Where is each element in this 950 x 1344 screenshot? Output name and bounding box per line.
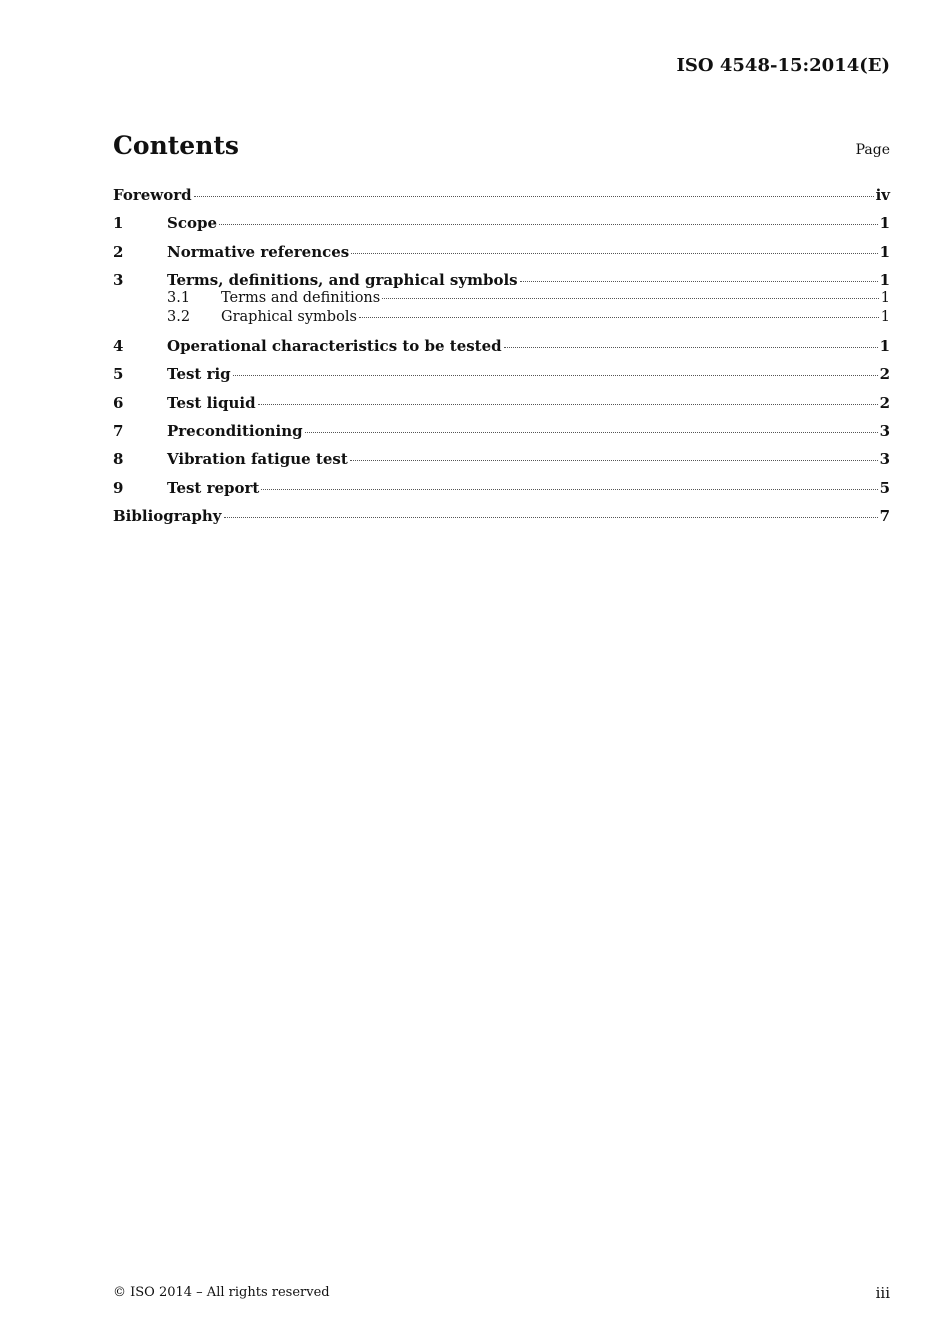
toc-entry-title: Preconditioning [167,422,303,441]
toc-entry-title: Bibliography [113,506,222,525]
toc-leader [258,404,878,405]
toc-entry-page: 1 [879,337,890,356]
toc-entry-bibliography[interactable] [113,507,890,526]
toc-leader [224,517,878,518]
toc-entry-number: 2 [113,242,124,261]
toc-entry-number: 4 [113,337,124,356]
toc-entry-page: 3 [879,422,890,441]
toc-entry-test-report[interactable] [113,479,890,498]
toc-entry-title: Vibration fatigue test [167,450,348,469]
toc-entry-foreword[interactable] [113,186,890,205]
toc-entry-number: 1 [113,214,124,233]
toc-subentry-graphical-symbols[interactable] [113,309,890,328]
toc-entry-number: 3.2 [167,308,191,325]
toc-subentry-terms-definitions[interactable] [113,290,890,309]
toc-entry-number: 3.1 [167,289,191,306]
toc-entry-page: 1 [879,214,890,233]
toc-entry-title: Test rig [167,365,231,384]
document-id: ISO 4548-15:2014(E) [676,55,890,76]
toc-entry-page: 5 [879,478,890,497]
toc-entry-normative-references[interactable] [113,243,890,262]
toc-entry-title: Normative references [167,242,350,261]
toc-entry-preconditioning[interactable] [113,422,890,441]
toc-entry-page: 7 [879,506,890,525]
footer-page-number: iii [875,1284,890,1302]
toc-entry-title: Terms and definitions [221,289,381,306]
toc-entry-page: iv [875,186,890,204]
toc-leader [350,460,878,461]
toc-entry-page: 1 [879,270,890,289]
toc-entry-page: 1 [879,242,890,261]
toc-leader [359,317,879,318]
toc-entry-title: Graphical symbols [221,308,357,325]
toc-leader [261,489,877,490]
footer-copyright: © ISO 2014 – All rights reserved [113,1285,330,1300]
toc-leader [233,375,878,376]
toc-entry-number: 5 [113,365,124,384]
toc-entry-scope[interactable] [113,214,890,233]
page-column-label: Page [855,142,890,158]
toc-entry-vibration-fatigue-test[interactable] [113,450,890,469]
toc-entry-page: 1 [880,308,890,325]
toc-entry-page: 2 [879,393,890,412]
toc-entry-title: Terms, definitions, and graphical symbols [167,270,518,289]
contents-heading: Contents [113,131,240,160]
toc-entry-number: 7 [113,422,124,441]
toc-leader [520,281,878,282]
toc-entry-number: 3 [113,270,124,289]
toc-leader [351,253,877,254]
toc-entry-title: Operational characteristics to be tested [167,337,502,356]
toc-entry-page: 2 [879,365,890,384]
toc-entry-title: Test liquid [167,393,256,412]
toc-entry-title: Foreword [113,186,192,204]
toc-entry-page: 3 [879,450,890,469]
table-of-contents [113,186,890,535]
toc-leader [194,196,874,197]
toc-entry-number: 8 [113,450,124,469]
toc-entry-test-liquid[interactable] [113,394,890,413]
toc-leader [382,298,879,299]
toc-leader [305,432,878,433]
toc-leader [504,347,878,348]
toc-entry-number: 6 [113,393,124,412]
toc-entry-operational-characteristics[interactable] [113,337,890,356]
toc-entry-test-rig[interactable] [113,365,890,384]
toc-leader [219,224,878,225]
toc-entry-page: 1 [880,289,890,306]
toc-entry-title: Scope [167,214,218,233]
toc-entry-title: Test report [167,478,260,497]
toc-entry-terms-definitions-symbols[interactable] [113,271,890,290]
toc-entry-number: 9 [113,478,124,497]
